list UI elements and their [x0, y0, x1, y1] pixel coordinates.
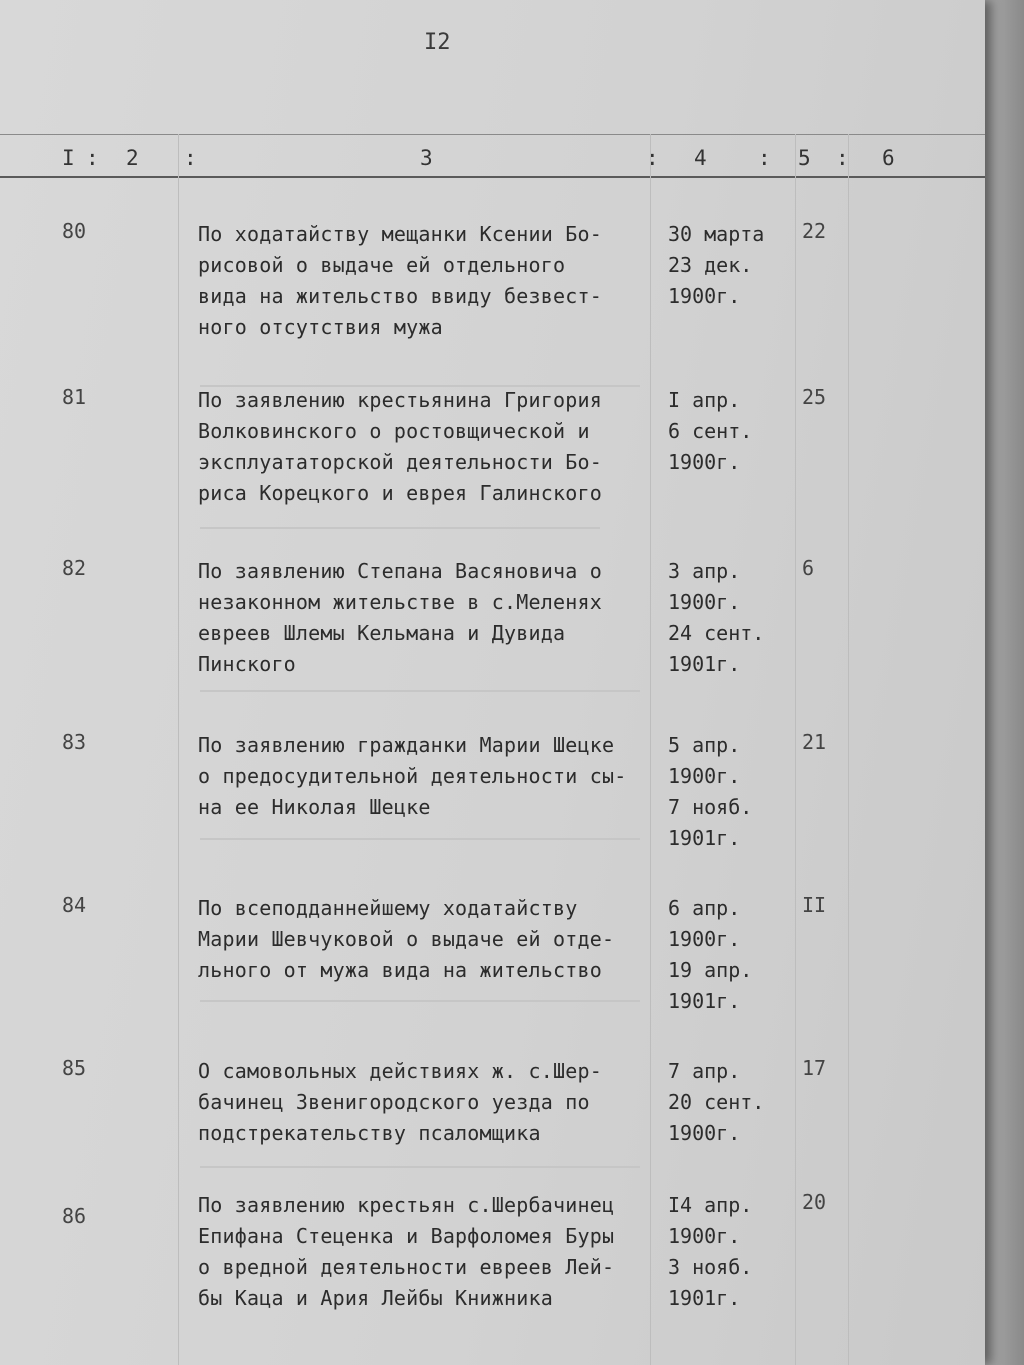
case-description	[198, 730, 626, 823]
description-line: о вредной деятельности евреев Лей-	[198, 1255, 615, 1279]
case-dates	[668, 893, 752, 1017]
header-top-rule	[0, 134, 985, 135]
date-line: 7 апр.	[668, 1059, 741, 1083]
case-dates	[668, 1190, 752, 1314]
underlying-page-edge	[985, 0, 1024, 1365]
case-number: 86	[62, 1204, 87, 1228]
sheet-count: 6	[802, 556, 815, 580]
description-line: незаконном жительстве в с.Меленях	[198, 590, 602, 614]
date-line: 1900г.	[668, 1224, 741, 1248]
description-line: бы Каца и Ария Лейбы Книжника	[198, 1286, 553, 1310]
description-line: По заявлению крестьянина Григория	[198, 388, 602, 412]
header-col-3: 3	[420, 146, 433, 170]
case-number: 80	[62, 219, 87, 243]
date-line: 3 апр.	[668, 559, 741, 583]
description-line: евреев Шлемы Кельмана и Дувида	[198, 621, 566, 645]
bleed-through-mark	[200, 838, 640, 840]
description-line: льного от мужа вида на жительство	[198, 958, 602, 982]
bleed-through-mark	[200, 1166, 640, 1168]
bleed-through-mark	[200, 690, 640, 692]
date-line: 7 нояб.	[668, 795, 753, 819]
date-line: I4 апр.	[668, 1193, 753, 1217]
description-line: Волковинского о ростовщической и	[198, 419, 590, 443]
description-line: бачинец Звенигородского уезда по	[198, 1090, 590, 1114]
column-separator	[650, 134, 651, 1365]
bleed-through-mark	[200, 1000, 640, 1002]
date-line: 5 апр.	[668, 733, 741, 757]
description-line: Марии Шевчуковой о выдаче ей отде-	[198, 927, 615, 951]
case-description	[198, 219, 602, 343]
date-line: 24 сент.	[668, 621, 765, 645]
header-bottom-rule	[0, 176, 985, 178]
case-description	[198, 385, 602, 509]
date-line: 1900г.	[668, 590, 741, 614]
case-number: 85	[62, 1056, 87, 1080]
date-line: 1900г.	[668, 284, 741, 308]
case-number: 81	[62, 385, 87, 409]
bleed-through-mark	[200, 527, 600, 529]
date-line: 1900г.	[668, 764, 741, 788]
description-line: о предосудительной деятельности сы-	[198, 764, 627, 788]
header-separator: :	[836, 146, 849, 170]
header-col-1: I	[62, 146, 75, 170]
description-line: По заявлению Степана Васяновича о	[198, 559, 602, 583]
date-line: 20 сент.	[668, 1090, 765, 1114]
header-separator: :	[86, 146, 99, 170]
date-line: 1900г.	[668, 450, 741, 474]
header-col-6: 6	[882, 146, 895, 170]
case-description	[198, 1056, 602, 1149]
description-line: риса Корецкого и еврея Галинского	[198, 481, 602, 505]
case-number: 83	[62, 730, 87, 754]
header-col-5: 5	[798, 146, 811, 170]
description-line: Пинского	[198, 652, 296, 676]
description-line: ного отсутствия мужа	[198, 315, 443, 339]
sheet-count: 22	[802, 219, 827, 243]
header-separator: :	[758, 146, 771, 170]
case-dates	[668, 556, 764, 680]
description-line: Епифана Стеценка и Варфоломея Буры	[198, 1224, 615, 1248]
date-line: 1901г.	[668, 989, 741, 1013]
date-line: 1900г.	[668, 927, 741, 951]
case-dates	[668, 1056, 764, 1149]
sheet-count: 17	[802, 1056, 827, 1080]
sheet-count: II	[802, 893, 827, 917]
case-dates	[668, 385, 752, 478]
date-line: I апр.	[668, 388, 741, 412]
column-separator	[848, 134, 849, 1365]
description-line: вида на жительство ввиду безвест-	[198, 284, 602, 308]
date-line: 6 апр.	[668, 896, 741, 920]
header-separator: :	[184, 146, 197, 170]
description-line: По всеподданнейшему ходатайству	[198, 896, 578, 920]
case-description	[198, 893, 614, 986]
description-line: О самовольных действиях ж. с.Шер-	[198, 1059, 602, 1083]
case-dates	[668, 219, 764, 312]
header-col-2: 2	[126, 146, 139, 170]
column-separator	[795, 134, 796, 1365]
case-dates	[668, 730, 752, 854]
description-line: на ее Николая Шецке	[198, 795, 431, 819]
case-number: 82	[62, 556, 87, 580]
date-line: 1901г.	[668, 652, 741, 676]
sheet-count: 25	[802, 385, 827, 409]
description-line: подстрекательству псаломщика	[198, 1121, 541, 1145]
column-separator	[178, 134, 179, 1365]
date-line: 1900г.	[668, 1121, 741, 1145]
description-line: эксплуататорской деятельности Бо-	[198, 450, 602, 474]
case-number: 84	[62, 893, 87, 917]
case-description	[198, 556, 602, 680]
description-line: По ходатайству мещанки Ксении Бо-	[198, 222, 602, 246]
description-line: По заявлению гражданки Марии Шецке	[198, 733, 615, 757]
date-line: 19 апр.	[668, 958, 753, 982]
header-separator: :	[646, 146, 659, 170]
date-line: 30 марта	[668, 222, 765, 246]
sheet-count: 20	[802, 1190, 827, 1214]
date-line: 3 нояб.	[668, 1255, 753, 1279]
date-line: 23 дек.	[668, 253, 753, 277]
date-line: 1901г.	[668, 826, 741, 850]
sheet-count: 21	[802, 730, 827, 754]
date-line: 6 сент.	[668, 419, 753, 443]
header-col-4: 4	[694, 146, 707, 170]
date-line: 1901г.	[668, 1286, 741, 1310]
page-number: I2	[424, 30, 451, 55]
case-description	[198, 1190, 614, 1314]
description-line: рисовой о выдаче ей отдельного	[198, 253, 566, 277]
description-line: По заявлению крестьян с.Шербачинец	[198, 1193, 615, 1217]
